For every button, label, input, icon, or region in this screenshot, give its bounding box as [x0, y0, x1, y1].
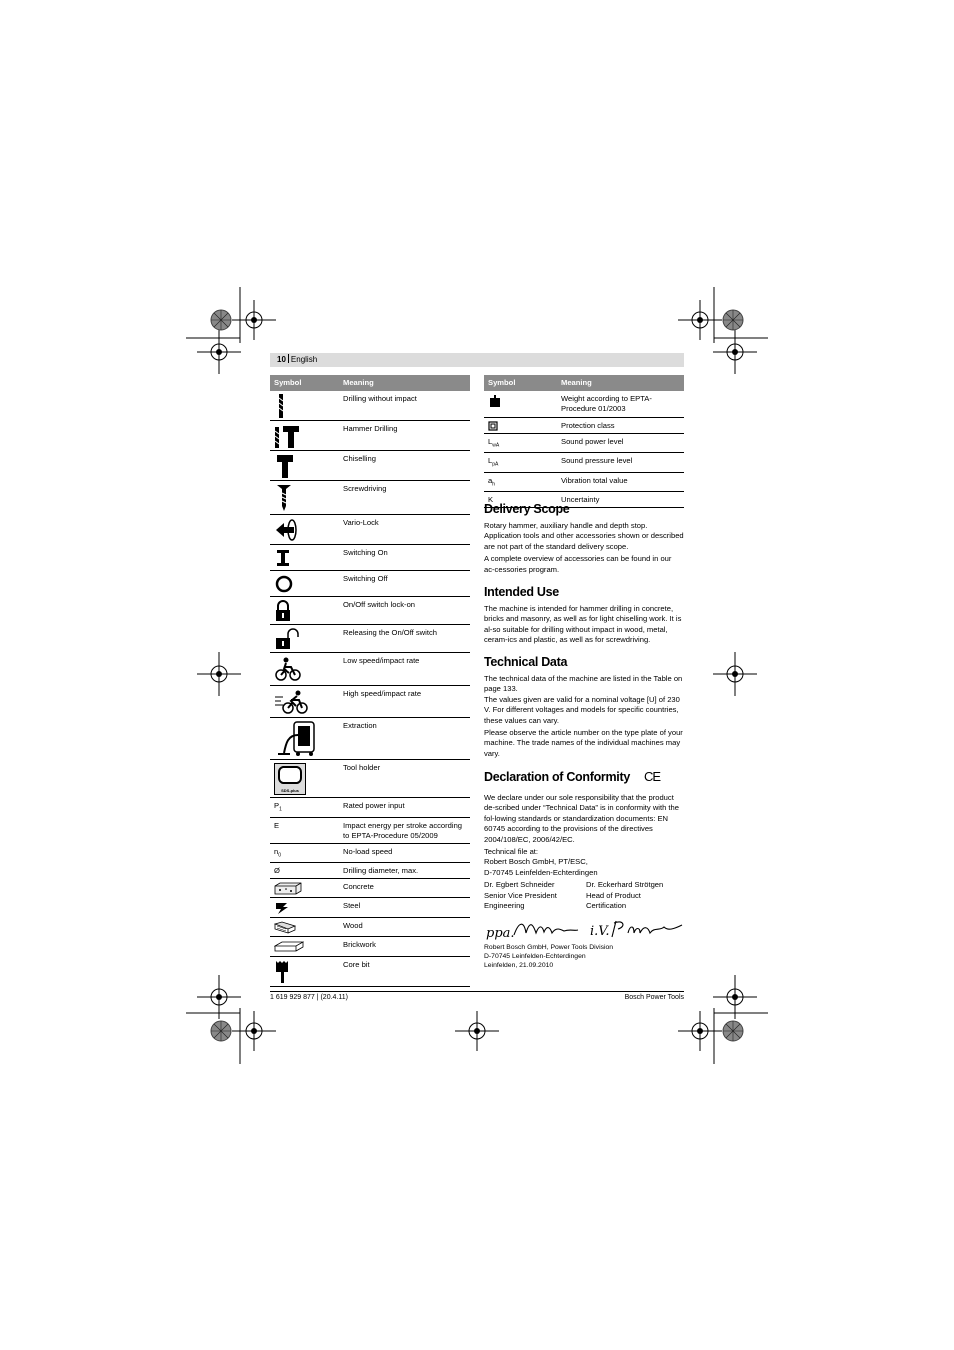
- paragraph: The values given are valid for a nominal voltage [U] of 230 V. For different voltages and models for specific countries, these values can vary.: [484, 694, 680, 725]
- symbol-text: E: [274, 820, 280, 830]
- symbol-text: Ø: [274, 866, 280, 876]
- header-divider: [288, 354, 289, 363]
- meaning-cell: Weight according to EPTA-Procedure 01/2003: [557, 391, 684, 417]
- signer-name: Dr. Egbert Schneider: [484, 880, 555, 890]
- meaning-cell: Tool holder: [339, 760, 470, 798]
- meaning-cell: Vario-Lock: [339, 515, 470, 545]
- paragraph: Please observe the article number on the type plate of your machine. The trade names of the individual machines may vary.: [484, 728, 683, 758]
- table-row: [270, 879, 470, 898]
- table-row: [484, 472, 684, 492]
- protection-class-icon: [488, 421, 500, 431]
- symbol-subscript: 1: [279, 806, 282, 813]
- page-number: 10: [277, 355, 286, 364]
- signer-name: Dr. Eckerhard Strötgen: [586, 880, 664, 890]
- meaning-cell: Rated power input: [339, 798, 470, 818]
- paragraph: Application tools and other accessories shown or described are not part of the standard delivery scope.: [484, 531, 684, 551]
- symbol-text: a: [488, 475, 493, 485]
- paragraph: The technical data of the machine are listed in the Table on page 133.: [484, 674, 683, 694]
- intended-use-section: [484, 585, 684, 648]
- table-header-row: [270, 375, 470, 391]
- table-row: [484, 417, 684, 433]
- table-row: [270, 798, 470, 818]
- meaning-cell: Chiselling: [339, 451, 470, 481]
- table-row: [270, 421, 470, 451]
- switch-on-icon: [274, 548, 294, 568]
- table-row: [270, 515, 470, 545]
- paragraph: A complete overview of accessories can be found in our ac-cessories program.: [484, 554, 672, 574]
- table-row: [270, 653, 470, 686]
- brick-icon: [274, 940, 304, 953]
- meaning-cell: Vibration total value: [557, 472, 684, 492]
- meaning-cell: Steel: [339, 898, 470, 918]
- hammer-icon: [274, 454, 296, 478]
- table-row: [270, 918, 470, 937]
- tech-file-line: D-70745 Leinfelden-Echterdingen: [484, 867, 598, 877]
- symbol-text: K: [488, 495, 494, 505]
- wood-icon: [274, 921, 296, 934]
- table-row: [270, 571, 470, 597]
- switch-off-icon: [274, 574, 294, 594]
- company-line: Leinfelden, 21.09.2010: [484, 962, 554, 970]
- signatories: [484, 880, 684, 911]
- tech-file-label: Technical file at:: [484, 847, 539, 857]
- meaning-cell: Sound pressure level: [557, 453, 684, 473]
- signer-title: Engineering: [484, 901, 525, 911]
- meaning-cell: Switching On: [339, 545, 470, 571]
- symbol-text: n: [274, 846, 279, 856]
- cyclist-slow-icon: [274, 656, 302, 682]
- table-row: [270, 760, 470, 798]
- meaning-cell: High speed/impact rate: [339, 686, 470, 718]
- symbol-subscript: 0: [278, 852, 282, 859]
- weight-icon: [488, 394, 502, 408]
- signatory-right: [586, 880, 686, 911]
- hammer-drill-icon: [274, 424, 300, 448]
- sds-plus-icon: [274, 763, 306, 795]
- language-label: English: [290, 355, 318, 364]
- table-row: [270, 817, 470, 843]
- table-row: [270, 957, 470, 987]
- core-bit-icon: [274, 960, 290, 984]
- ce-mark: CE: [644, 769, 661, 784]
- paragraph: The machine is intended for hammer drilling in concrete, bricks and masonry, as well as for light chiselling work. It is al-so suitable for drilling without impact in wood, metal, ceram-ics and plastic, as well as for screwdriving.: [484, 604, 682, 645]
- cyclist-fast-icon: [274, 689, 310, 715]
- signer-title: Head of Product: [586, 890, 641, 900]
- lock-closed-icon: [274, 600, 292, 622]
- meaning-cell: Screwdriving: [339, 481, 470, 515]
- meaning-cell: Uncertainty: [557, 492, 684, 508]
- meaning-cell: Wood: [339, 918, 470, 937]
- conformity-title: Declaration of Conformity: [484, 770, 630, 784]
- steel-icon: [274, 901, 290, 915]
- table-row: [270, 898, 470, 918]
- meaning-cell: Core bit: [339, 957, 470, 987]
- company-line: D-70745 Leinfelden-Echterdingen: [484, 953, 586, 961]
- table-row: [270, 937, 470, 957]
- meaning-cell: Sound power level: [557, 433, 684, 453]
- meaning-cell: Drilling diameter, max.: [339, 863, 470, 879]
- page-header: [270, 353, 684, 367]
- table-header-row: [484, 375, 684, 391]
- section-heading: Intended Use: [484, 585, 559, 599]
- symbol-text: P: [274, 801, 280, 810]
- table-row: [270, 481, 470, 515]
- meaning-cell: Impact energy per stroke according to EPTA-Procedure 05/2009: [339, 817, 470, 843]
- meaning-cell: Extraction: [339, 718, 470, 760]
- meaning-cell: No-load speed: [339, 843, 470, 863]
- section-heading: [484, 770, 684, 784]
- symbol-subscript: h: [492, 481, 496, 488]
- footer-divider: [270, 991, 684, 992]
- signatory-left: [484, 880, 586, 911]
- symbol-subscript: wA: [492, 442, 500, 449]
- right-symbol-table: [484, 375, 684, 508]
- table-row: [270, 718, 470, 760]
- section-heading: Delivery Scope: [484, 502, 570, 516]
- section-heading: Technical Data: [484, 655, 568, 669]
- col-symbol-header: Symbol: [484, 375, 557, 391]
- meaning-cell: On/Off switch lock-on: [339, 597, 470, 625]
- symbol-text: L: [488, 456, 493, 466]
- vario-lock-icon: [274, 518, 302, 542]
- signature-prefix: ppa.: [486, 926, 515, 942]
- table-row: [484, 391, 684, 417]
- signature-prefix: i.V.: [590, 924, 610, 940]
- tech-file-line: Robert Bosch GmbH, PT/ESC,: [484, 857, 588, 867]
- table-row: [484, 433, 684, 453]
- lock-open-icon: [274, 628, 300, 650]
- col-symbol-header: Symbol: [270, 375, 339, 391]
- conformity-section: [484, 770, 684, 970]
- technical-data-section: [484, 655, 684, 761]
- handwritten-signatures: [484, 915, 684, 945]
- company-line: Robert Bosch GmbH, Power Tools Division: [484, 944, 614, 952]
- table-row: [270, 545, 470, 571]
- signer-title: Senior Vice President: [484, 890, 557, 900]
- table-row: [270, 863, 470, 879]
- sds-plus-label: SDS-plus: [281, 788, 299, 793]
- table-row: [270, 451, 470, 481]
- meaning-cell: Drilling without impact: [339, 391, 470, 421]
- col-meaning-header: Meaning: [339, 375, 470, 391]
- concrete-icon: [274, 882, 302, 895]
- symbol-subscript: pA: [492, 461, 499, 468]
- table-row: [270, 686, 470, 718]
- drill-bit-icon: [274, 394, 288, 418]
- paragraph: Rotary hammer, auxiliary handle and depth stop.: [484, 521, 648, 530]
- screw-icon: [274, 484, 294, 512]
- table-row: [270, 625, 470, 653]
- left-symbol-table: [270, 375, 470, 987]
- table-row: [270, 597, 470, 625]
- col-meaning-header: Meaning: [557, 375, 684, 391]
- meaning-cell: Low speed/impact rate: [339, 653, 470, 686]
- vacuum-icon: [274, 721, 316, 757]
- table-row: [270, 391, 470, 421]
- meaning-cell: Protection class: [557, 417, 684, 433]
- meaning-cell: Concrete: [339, 879, 470, 898]
- table-row: [484, 453, 684, 473]
- symbol-text: L: [488, 436, 493, 446]
- footer-brand: Bosch Power Tools: [624, 994, 684, 1001]
- paragraph: We declare under our sole responsibility that the product de-scribed under “Technical Data” is in conformity with the fol-lowing standards or standardization documents: EN 60745 according to the provisions of the directives 2004/108/EC, 2006/42/EC.: [484, 793, 679, 844]
- meaning-cell: Brickwork: [339, 937, 470, 957]
- company-address: [484, 943, 684, 970]
- signer-title: Certification: [586, 901, 627, 911]
- meaning-cell: Hammer Drilling: [339, 421, 470, 451]
- footer-doc-number: 1 619 929 877 | (20.4.11): [270, 994, 348, 1001]
- meaning-cell: Releasing the On/Off switch: [339, 625, 470, 653]
- table-row: [270, 843, 470, 863]
- delivery-section: [484, 502, 684, 577]
- meaning-cell: Switching Off: [339, 571, 470, 597]
